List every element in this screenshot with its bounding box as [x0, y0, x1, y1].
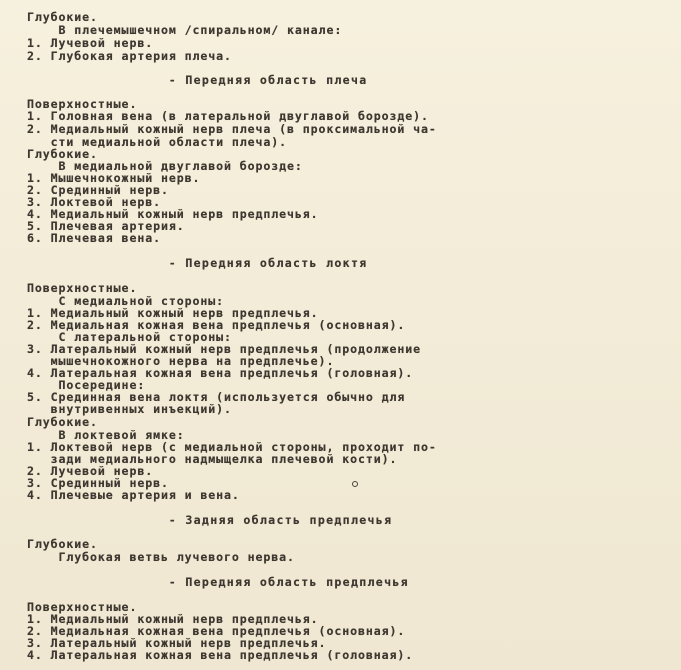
text-line: 3. Латеральный кожный нерв предплечья (продолжение	[27, 342, 422, 356]
text-line: мышечнокожного нерва на предплечье).	[27, 354, 335, 368]
text-line: Глубокая ветвь лучевого нерва.	[27, 550, 295, 564]
text-line: Посередине:	[27, 378, 146, 392]
text-line: 2. Лучевой нерв.	[27, 464, 154, 478]
text-line: 3. Срединный нерв.	[27, 476, 169, 490]
section-heading: - Передняя область плеча	[86, 73, 368, 87]
text-line: 4. Латеральная кожная вена предплечья (головная).	[27, 648, 414, 662]
text-line: внутривенных инъекций).	[27, 402, 232, 416]
text-line: 2. Медиальная кожная вена предплечья (основная).	[27, 624, 406, 638]
text-line: 3. Локтевой нерв.	[27, 195, 161, 209]
ink-dot-mark	[352, 481, 358, 487]
text-line: Глубокие.	[27, 10, 98, 24]
text-line: 4. Латеральная кожная вена предплечья (головная).	[27, 366, 414, 380]
text-line: 3. Латеральный кожный нерв предплечья.	[27, 636, 327, 650]
section-heading: - Задняя область предплечья	[86, 513, 393, 527]
text-line: 6. Плечевая вена.	[27, 231, 161, 245]
text-line: 1. Медиальный кожный нерв предплечья.	[27, 306, 319, 320]
text-line: 4. Плечевые артерия и вена.	[27, 488, 240, 502]
text-line: 5. Плечевая артерия.	[27, 219, 185, 233]
text-line: Глубокие.	[27, 537, 98, 551]
section-heading: - Передняя область локтя	[86, 256, 368, 270]
text-line: Глубокие.	[27, 147, 98, 161]
text-line: С медиальной стороны:	[27, 294, 225, 308]
text-line: 1. Локтевой нерв (с медиальной стороны, проходит по-	[27, 440, 437, 454]
text-line: 4. Медиальный кожный нерв предплечья.	[27, 207, 319, 221]
text-line: С латеральной стороны:	[27, 330, 232, 344]
text-line: Глубокие.	[27, 415, 98, 429]
section-heading: - Передняя область предплечья	[86, 575, 409, 589]
text-line: 1. Мышечнокожный нерв.	[27, 171, 201, 185]
text-line: Поверхностные.	[27, 281, 138, 295]
text-line: 2. Медиальная кожная вена предплечья (основная).	[27, 318, 406, 332]
text-line: зади медиального надмыщелка плечевой кости).	[27, 452, 398, 466]
text-line: 2. Срединный нерв.	[27, 183, 169, 197]
text-line: 2. Глубокая артерия плеча.	[27, 49, 232, 63]
text-line: 1. Лучевой нерв.	[27, 36, 154, 50]
text-line: 5. Срединная вена локтя (используется обычно для	[27, 390, 406, 404]
text-line: сти медиальной области плеча).	[27, 135, 288, 149]
text-line: В плечемышечном /спиральном/ канале:	[27, 23, 343, 37]
text-line: В локтевой ямке:	[27, 428, 185, 442]
text-line: 2. Медиальный кожный нерв плеча (в проксимальной ча-	[27, 122, 437, 136]
text-line: Поверхностные.	[27, 600, 138, 614]
text-line: 1. Головная вена (в латеральной двуглавой борозде).	[27, 109, 429, 123]
text-line: В медиальной двуглавой борозде:	[27, 159, 303, 173]
text-line: 1. Медиальный кожный нерв предплечья.	[27, 612, 319, 626]
text-line: Поверхностные.	[27, 97, 138, 111]
